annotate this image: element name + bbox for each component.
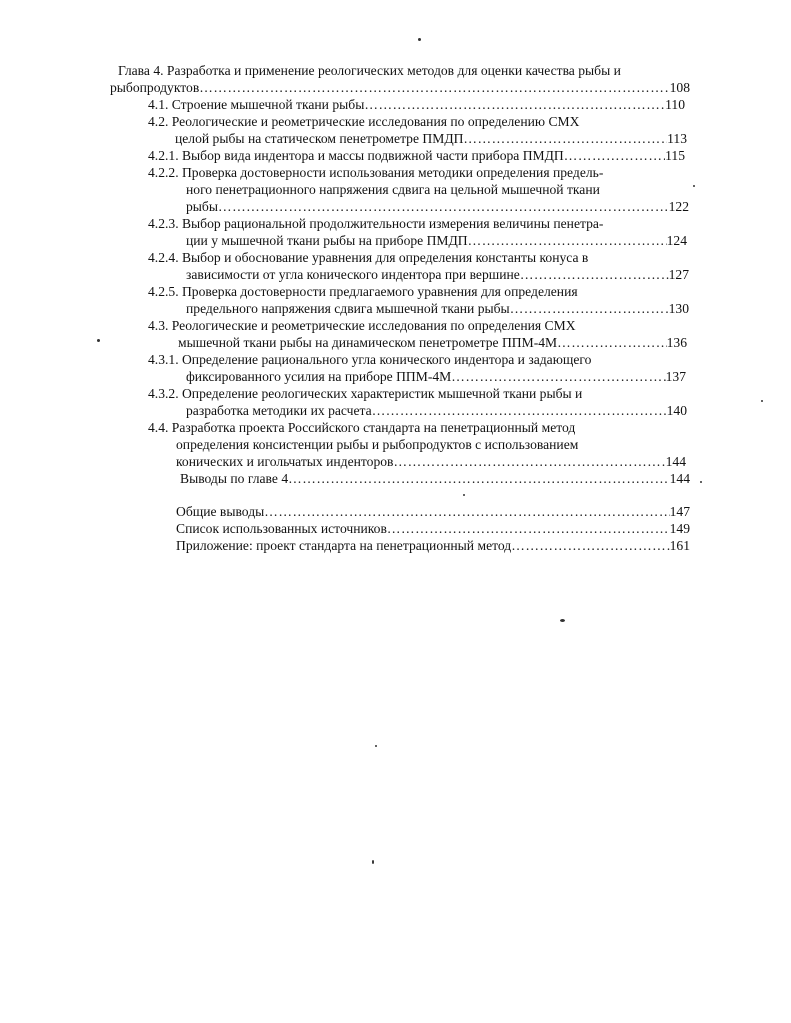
toc-entry-4-2-line1: 4.2. Реологические и реометрические исследования по определению СМХ — [148, 114, 580, 129]
toc-entry-title-line2: зависимости от угла конического индентора при вершине — [186, 267, 520, 282]
toc-leader-dots — [451, 368, 665, 385]
toc-entry-title-line2: ции у мышечной ткани рыбы на приборе ПМДП — [186, 233, 468, 248]
scan-speck — [560, 619, 565, 622]
toc-entry-title: Приложение: проект стандарта на пенетрационный метод — [176, 538, 512, 553]
toc-leader-dots — [564, 147, 665, 164]
toc-entry-title: 4.1. Строение мышечной ткани рыбы — [148, 97, 365, 112]
toc-entry-4-2-4-line1: 4.2.4. Выбор и обоснование уравнения для определения константы конуса в — [148, 250, 589, 265]
toc-entry-appendix[interactable] — [176, 537, 690, 554]
scan-speck — [693, 185, 695, 187]
toc-entry-4-2-3-line1: 4.2.3. Выбор рациональной продолжительности измерения величины пенетра- — [148, 216, 604, 231]
toc-entry-4-2-4[interactable] — [186, 266, 689, 283]
toc-leader-dots — [463, 130, 667, 147]
toc-page-number: 124 — [666, 233, 687, 248]
toc-entry-title-line2: разработка методики их расчета — [186, 403, 372, 418]
toc-page-number: 161 — [669, 538, 690, 553]
toc-entry-4-3-1[interactable] — [186, 368, 686, 385]
toc-entry-4-1[interactable] — [148, 96, 685, 113]
toc-leader-dots — [468, 232, 667, 249]
toc-leader-dots — [199, 79, 669, 96]
toc-entry-title-line2: целой рыбы на статическом пенетрометре ПМДП — [175, 131, 464, 146]
toc-entry-title-line2: мышечной ткани рыбы на динамическом пенетрометре ППМ-4М — [178, 335, 558, 350]
toc-entry-title: 4.2.1. Выбор вида индентора и массы подвижной части прибора ПМДП — [148, 148, 564, 163]
toc-leader-dots — [372, 402, 667, 419]
toc-entry-4-4-line2: определения консистенции рыбы и рыбопродуктов с использованием — [176, 437, 579, 452]
toc-entry-4-3[interactable] — [178, 334, 687, 351]
toc-leader-dots — [387, 520, 670, 537]
toc-leader-dots — [510, 300, 669, 317]
toc-entry-title: Общие выводы — [176, 504, 265, 519]
toc-entry-4-2-2[interactable] — [186, 198, 689, 215]
toc-leader-dots — [393, 453, 665, 470]
toc-entry-4-3-2-line1: 4.3.2. Определение реологических характеристик мышечной ткани рыбы и — [148, 386, 583, 401]
toc-entry-title-line3: рыбы — [186, 199, 218, 214]
toc-entry-title-line2: фиксированного усилия на приборе ППМ-4М — [186, 369, 452, 384]
toc-chapter4-title-line2: рыбопродуктов — [110, 80, 200, 95]
toc-entry-4-4-line1: 4.4. Разработка проекта Российского стандарта на пенетрационный метод — [148, 420, 576, 435]
toc-page-number: 147 — [669, 504, 690, 519]
toc-entry-4-3-2[interactable] — [186, 402, 687, 419]
scan-speck — [372, 860, 374, 864]
toc-page-number: 110 — [665, 97, 685, 112]
toc-page-number: 108 — [669, 80, 690, 95]
toc-entry-4-3-line1: 4.3. Реологические и реометрические исследования по определения СМХ — [148, 318, 576, 333]
toc-page-number: 149 — [669, 521, 690, 536]
toc-entry-references[interactable] — [176, 520, 690, 537]
scan-speck — [375, 745, 377, 747]
toc-chapter4-title-line1: Глава 4. Разработка и применение реологических методов для оценки качества рыбы и — [118, 63, 621, 78]
toc-entry-conclusions-ch4[interactable] — [180, 470, 690, 487]
scan-speck — [761, 400, 763, 402]
toc-entry-4-2-5[interactable] — [186, 300, 689, 317]
toc-page-number: 144 — [669, 471, 690, 486]
toc-page-number: 136 — [666, 335, 687, 350]
toc-leader-dots — [520, 266, 669, 283]
toc-chapter4-entry[interactable] — [110, 79, 690, 96]
toc-entry-4-2-2-line1: 4.2.2. Проверка достоверности использования методики определения предель- — [148, 165, 604, 180]
toc-page-number: 130 — [668, 301, 689, 316]
toc-entry-4-2[interactable] — [175, 130, 687, 147]
scan-speck — [463, 494, 465, 496]
toc-entry-title: Выводы по главе 4 — [180, 471, 289, 486]
scan-speck — [97, 339, 100, 342]
toc-entry-title-line2: предельного напряжения сдвига мышечной ткани рыбы — [186, 301, 510, 316]
toc-entry-4-4[interactable] — [176, 453, 686, 470]
toc-entry-4-2-3[interactable] — [186, 232, 687, 249]
toc-page-number: 113 — [667, 131, 687, 146]
toc-page-number: 144 — [665, 454, 686, 469]
toc-entry-title: Список использованных источников — [176, 521, 387, 536]
scan-speck — [418, 38, 421, 41]
toc-entry-general-conclusions[interactable] — [176, 503, 690, 520]
toc-entry-4-2-5-line1: 4.2.5. Проверка достоверности предлагаемого уравнения для определения — [148, 284, 578, 299]
toc-page-number: 115 — [665, 148, 685, 163]
toc-page-number: 122 — [668, 199, 689, 214]
scan-speck — [700, 481, 702, 483]
toc-entry-4-2-1[interactable] — [148, 147, 685, 164]
toc-page-number: 137 — [665, 369, 686, 384]
toc-entry-4-2-2-line2: ного пенетрационного напряжения сдвига на цельной мышечной ткани — [186, 182, 600, 197]
toc-leader-dots — [264, 503, 669, 520]
toc-leader-dots — [557, 334, 666, 351]
toc-page-number: 127 — [668, 267, 689, 282]
toc-leader-dots — [288, 470, 669, 487]
toc-leader-dots — [364, 96, 665, 113]
toc-leader-dots — [218, 198, 669, 215]
toc-entry-title-line3: конических и игольчатых инденторов — [176, 454, 394, 469]
toc-leader-dots — [511, 537, 669, 554]
toc-entry-4-3-1-line1: 4.3.1. Определение рационального угла конического индентора и задающего — [148, 352, 592, 367]
toc-page-number: 140 — [666, 403, 687, 418]
